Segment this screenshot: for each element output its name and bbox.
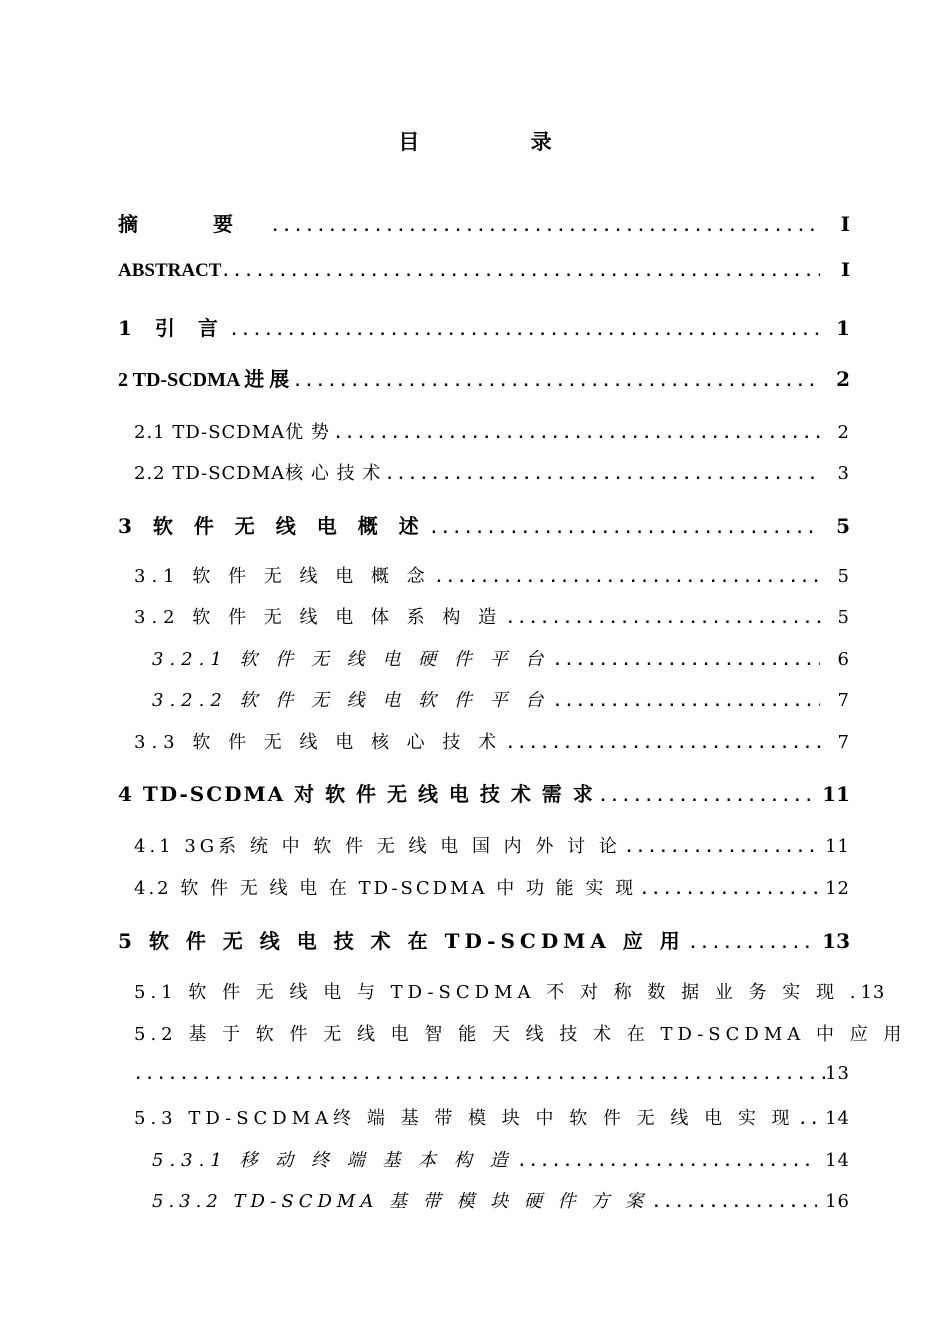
dot-leader — [506, 611, 820, 627]
toc-entry-3-2-1[interactable] — [152, 645, 850, 675]
toc-entry-3-2[interactable] — [134, 603, 850, 633]
dot-leader — [625, 840, 817, 856]
toc-entry-4-1[interactable] — [134, 832, 850, 862]
toc-entry-label: 5.3.1 移 动 终 端 基 本 构 造 — [152, 1150, 514, 1171]
dot-leader — [799, 1112, 818, 1128]
toc-entry-label: 3.1 软 件 无 线 电 概 念 — [134, 566, 431, 587]
toc-entry-page: 14 — [825, 1150, 850, 1171]
toc-entry-3-3[interactable] — [134, 728, 850, 758]
toc-entry-label: 摘 要 — [118, 212, 267, 236]
dot-leader — [271, 219, 820, 235]
dot-leader — [435, 570, 820, 586]
toc-entry-page: 1 — [836, 316, 850, 340]
toc-entry-2-2[interactable] — [134, 459, 850, 489]
dot-leader — [599, 789, 814, 805]
dot-leader — [334, 426, 820, 442]
toc-entry-page: 7 — [837, 690, 850, 711]
dot-leader — [134, 1067, 825, 1083]
dot-leader — [689, 936, 814, 952]
toc-entry-label: 2.1 TD-SCDMA优 势 — [134, 422, 330, 443]
toc-entry-page: 16 — [825, 1191, 850, 1212]
toc-entry-page: I — [840, 212, 850, 236]
toc-entry-5-3[interactable] — [134, 1104, 850, 1134]
toc-entry-5-3-2[interactable] — [152, 1187, 850, 1217]
toc-entry-page: 12 — [825, 878, 850, 899]
dot-leader — [385, 467, 820, 483]
toc-entry-label: 5 软 件 无 线 电 技 术 在 TD-SCDMA 应 用 — [118, 929, 685, 953]
dot-leader — [506, 736, 820, 752]
toc-entry-label: 1 引 言 — [118, 316, 226, 340]
toc-entry-page: 11 — [825, 836, 850, 857]
toc-entry-label: 5.3.2 TD-SCDMA 基 带 模 块 硬 件 方 案 — [152, 1191, 649, 1212]
toc-entry-1[interactable] — [118, 312, 850, 342]
toc-entry-page: 11 — [822, 782, 850, 806]
toc-entry-label: 2 TD-SCDMA 进 展 — [118, 369, 290, 391]
toc-entry-label: 3 软 件 无 线 电 概 述 — [118, 514, 426, 538]
page-title: 目 录 — [398, 129, 604, 154]
toc-entry-5-1[interactable] — [134, 978, 886, 1008]
toc-entry-page: 13 — [825, 1063, 850, 1084]
toc-entry-page: 7 — [837, 732, 850, 753]
toc-entry-label: 4.2 软 件 无 线 电 在 TD-SCDMA 中 功 能 实 现 — [134, 878, 637, 899]
toc-entry-3-2-2[interactable] — [152, 686, 850, 716]
dot-leader — [640, 882, 817, 898]
toc-entry-2[interactable] — [118, 363, 850, 393]
toc-entry-2-1[interactable] — [134, 418, 850, 448]
dot-leader — [230, 323, 820, 339]
dot-leader — [518, 1154, 818, 1170]
toc-entry-5[interactable] — [118, 925, 850, 955]
toc-entry-label: 3.2.2 软 件 无 线 电 软 件 平 台 — [152, 690, 550, 711]
dot-leader — [553, 694, 820, 710]
toc-entry-3[interactable] — [118, 510, 850, 540]
toc-entry-label: 3.2.1 软 件 无 线 电 硬 件 平 台 — [152, 649, 550, 670]
toc-entry-page: 13 — [822, 929, 850, 953]
toc-entry-abstract-cn[interactable] — [118, 208, 850, 238]
toc-entry-label: 3.2 软 件 无 线 电 体 系 构 造 — [134, 607, 503, 628]
toc-entry-page: I — [841, 259, 850, 281]
toc-entry-page: 5 — [837, 607, 850, 628]
toc-entry-page: 5 — [837, 566, 850, 587]
toc-entry-label: 4.1 3G系 统 中 软 件 无 线 电 国 内 外 讨 论 — [134, 836, 621, 857]
toc-entry-abstract-en[interactable] — [118, 259, 850, 289]
toc-entry-3-1[interactable] — [134, 562, 850, 592]
toc-entry-page: 14 — [825, 1108, 850, 1129]
toc-entry-4[interactable] — [118, 778, 850, 808]
toc-entry-page: 5 — [836, 514, 850, 538]
toc-entry-label: 4 TD-SCDMA 对 软 件 无 线 电 技 术 需 求 — [118, 782, 595, 806]
toc-entry-label: ABSTRACT — [118, 260, 222, 281]
toc-entry-page: 2 — [836, 367, 850, 391]
dot-leader — [553, 653, 820, 669]
toc-entry-label: 5.1 软 件 无 线 电 与 TD-SCDMA 不 对 称 数 据 业 务 实 现 . — [134, 982, 861, 1003]
dot-leader — [652, 1195, 817, 1211]
toc-entry-page: 6 — [837, 649, 850, 670]
dot-leader — [293, 374, 820, 390]
dot-leader — [430, 521, 820, 537]
toc-entry-5-2-label[interactable]: 5.2 基 于 软 件 无 线 电 智 能 天 线 技 术 在 TD-SCDMA 中 应 用 — [134, 1024, 907, 1045]
toc-entry-page: 13 — [860, 982, 886, 1003]
dot-leader — [221, 264, 820, 280]
toc-entry-label: 2.2 TD-SCDMA核 心 技 术 — [134, 463, 382, 484]
toc-entry-page: 2 — [837, 422, 850, 443]
toc-entry-label: 5.3 TD-SCDMA终 端 基 带 模 块 中 软 件 无 线 电 实 现 — [134, 1108, 795, 1129]
toc-entry-4-2[interactable] — [134, 874, 850, 904]
toc-entry-5-2[interactable] — [134, 1063, 850, 1093]
toc-entry-label: 3.3 软 件 无 线 电 核 心 技 术 — [134, 732, 503, 753]
toc-entry-5-3-1[interactable] — [152, 1146, 850, 1176]
toc-entry-page: 3 — [837, 463, 850, 484]
